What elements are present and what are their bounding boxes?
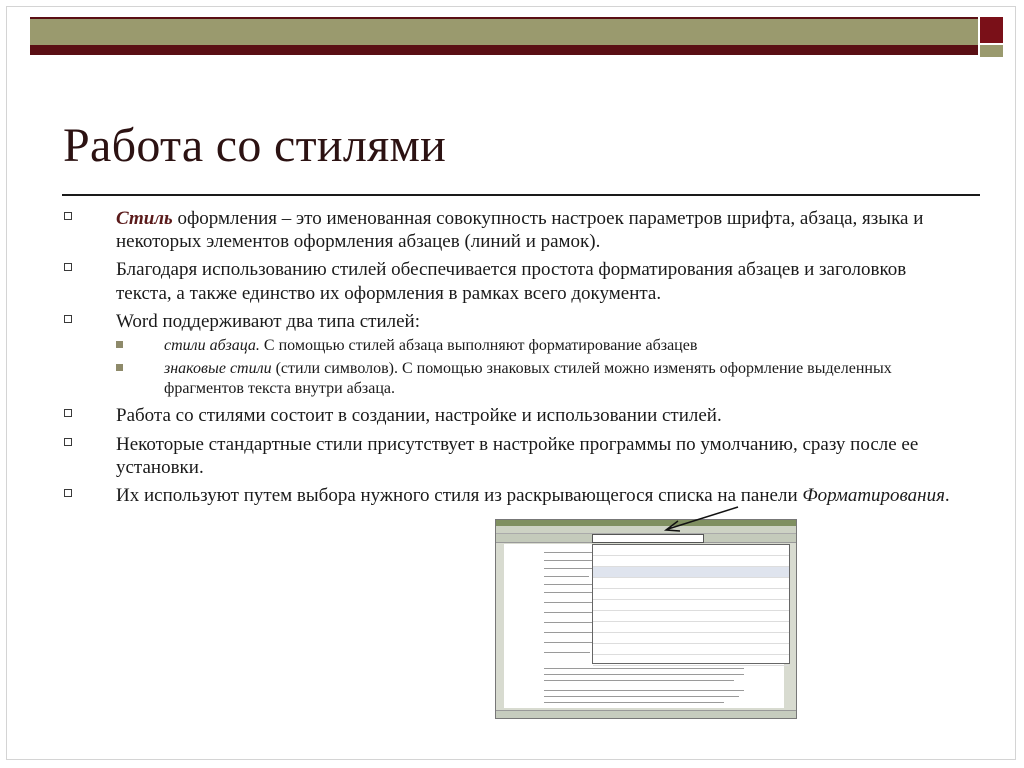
square-bullet-icon <box>64 263 72 271</box>
subbullet-character-styles <box>62 359 962 398</box>
bullet-style-types <box>62 310 962 333</box>
slide-title: Работа со стилями <box>63 119 447 172</box>
square-bullet-icon <box>64 438 72 446</box>
bullet-text: Word поддерживают два типа стилей: <box>116 310 420 332</box>
bullet-default-styles <box>62 433 962 479</box>
subbullet-text: С помощью стилей абзаца выполняют форматирование абзацев <box>259 336 698 354</box>
pointer-arrow-icon <box>660 505 740 535</box>
subbullet-text: (стили символов). С помощью знаковых стилей можно изменять оформление выделенных фрагментов текста внутри абзаца. <box>164 360 892 397</box>
corner-accent-top <box>980 17 1003 43</box>
bullet-text: Работа со стилями состоит в создании, настройке и использовании стилей. <box>116 405 722 427</box>
square-bullet-icon <box>64 409 72 417</box>
subbullet-paragraph-styles <box>62 336 962 356</box>
bullet-text: Некоторые стандартные стили присутствует в настройке программы по умолчанию, сразу после ее установки. <box>116 433 919 478</box>
square-bullet-icon <box>64 315 72 323</box>
bullet-text: Их используют путем выбора нужного стиля из раскрывающегося списка на панели <box>116 484 803 506</box>
filled-square-bullet-icon <box>116 341 123 348</box>
toolbar-name: Форматирования <box>802 484 945 506</box>
screenshot-statusbar <box>496 710 796 719</box>
title-underline <box>62 194 980 196</box>
bullet-style-usage <box>62 484 962 507</box>
screenshot-style-dropdown <box>592 544 790 664</box>
subbullet-lead: знаковые стили <box>164 360 272 378</box>
word-screenshot-image <box>495 519 797 719</box>
bullet-end: . <box>944 484 950 506</box>
corner-accent-bottom <box>980 45 1003 57</box>
subbullet-lead: стили абзаца. <box>164 336 260 354</box>
bullet-text: оформления – это именованная совокупность настроек параметров шрифта, абзаца, языка и некоторых элементов оформления абзацев (линий и рамок). <box>116 208 924 253</box>
slide-content <box>62 207 962 512</box>
bullet-text: Благодаря использованию стилей обеспечивается простота форматирования абзацев и заголовков текста, а также единство их оформления в рамках всего документа. <box>116 259 907 304</box>
bullet-style-benefits <box>62 258 962 304</box>
screenshot-style-combo <box>592 534 704 543</box>
square-bullet-icon <box>64 212 72 220</box>
bullet-lead: Стиль <box>116 208 173 229</box>
bullet-style-workflow <box>62 404 962 427</box>
header-bar <box>30 17 978 55</box>
filled-square-bullet-icon <box>116 364 123 371</box>
screenshot-menubar <box>496 526 796 534</box>
square-bullet-icon <box>64 489 72 497</box>
bullet-style-definition <box>62 207 962 253</box>
